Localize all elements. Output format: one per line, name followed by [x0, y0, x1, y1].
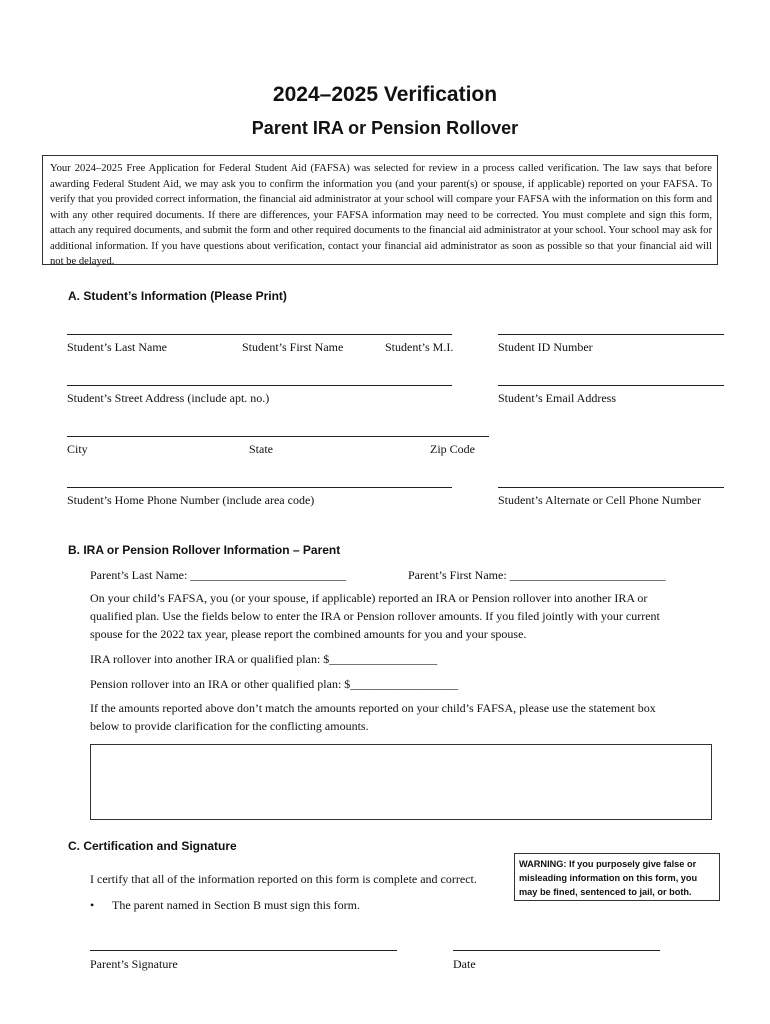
- clarification-line-2: below to provide clarification for the conflicting amounts.: [90, 719, 369, 733]
- ira-rollover-field[interactable]: IRA rollover into another IRA or qualified plan: $__________________: [90, 652, 438, 666]
- signature-line[interactable]: [90, 950, 397, 951]
- page-subtitle: Parent IRA or Pension Rollover: [251, 118, 519, 138]
- warning-box: WARNING: If you purposely give false or misleading information on this form, you may be fined, sentenced to jail, or both.: [514, 853, 720, 901]
- bullet-item: [90, 898, 360, 913]
- alt-phone-label: Student’s Alternate or Cell Phone Number: [498, 493, 701, 507]
- state-label: State: [249, 442, 273, 456]
- section-c-heading: C. Certification and Signature: [68, 839, 237, 853]
- rollover-instructions-line-2: qualified plan. Use the fields below to enter the IRA or Pension rollover amounts. If you filed jointly with your current: [90, 609, 660, 623]
- rollover-instructions: [90, 589, 730, 643]
- bullet-icon: •: [90, 898, 95, 912]
- section-b-heading: B. IRA or Pension Rollover Information – Parent: [68, 543, 341, 557]
- date-line[interactable]: [453, 950, 660, 951]
- date-label: Date: [453, 957, 476, 971]
- statement-box[interactable]: [90, 744, 712, 820]
- signature-label: Parent’s Signature: [90, 957, 178, 971]
- home-phone-line[interactable]: [67, 487, 452, 488]
- street-address-label: Student’s Street Address (include apt. no.): [67, 391, 270, 405]
- parent-last-name-field[interactable]: Parent’s Last Name: __________________________: [90, 568, 347, 582]
- pension-rollover-field[interactable]: Pension rollover into an IRA or other qualified plan: $__________________: [90, 677, 459, 691]
- student-name-line[interactable]: [67, 334, 452, 335]
- clarification-line-1: If the amounts reported above don’t match the amounts reported on your child’s FAFSA, please use the statement box: [90, 701, 656, 715]
- city-label: City: [67, 442, 88, 456]
- student-id-line[interactable]: [498, 334, 724, 335]
- student-mi-label: Student’s M.I.: [385, 340, 454, 354]
- rollover-instructions-line-3: spouse for the 2022 tax year, please report the combined amounts for you and your spouse.: [90, 627, 527, 641]
- alt-phone-line[interactable]: [498, 487, 724, 488]
- clarification-instructions: [90, 699, 730, 735]
- certification-statement: I certify that all of the information reported on this form is complete and correct.: [90, 872, 477, 886]
- city-state-zip-line[interactable]: [67, 436, 489, 437]
- home-phone-label: Student’s Home Phone Number (include area code): [67, 493, 315, 507]
- student-last-name-label: Student’s Last Name: [67, 340, 167, 354]
- email-label: Student’s Email Address: [498, 391, 616, 405]
- rollover-instructions-line-1: On your child’s FAFSA, you (or your spouse, if applicable) reported an IRA or Pension rollover into another IRA or: [90, 591, 648, 605]
- intro-box: Your 2024–2025 Free Application for Federal Student Aid (FAFSA) was selected for review in a process called verification. The law says that before awarding Federal Student Aid, we may ask you to confirm the information you (and your parent(s) or spouse, if applicable) reported on your FAFSA. To verify that you provided correct information, the financial aid administrator at your school will compare your FAFSA with the information on this form and with any other required documents. If there are differences, your FAFSA information may need to be corrected. You must complete and sign this form, attach any required documents, and submit the form and other required documents to the financial aid administrator at your school. Your school may ask for additional information. If you have questions about verification, contact your financial aid administrator as soon as possible so that your financial aid will not be delayed.: [42, 155, 718, 265]
- email-line[interactable]: [498, 385, 724, 386]
- section-a-heading: A. Student’s Information (Please Print): [68, 289, 287, 303]
- bullet-text: The parent named in Section B must sign this form.: [112, 898, 360, 912]
- student-first-name-label: Student’s First Name: [242, 340, 344, 354]
- zip-label: Zip Code: [430, 442, 475, 456]
- parent-first-name-field[interactable]: Parent’s First Name: __________________________: [408, 568, 666, 582]
- student-id-label: Student ID Number: [498, 340, 593, 354]
- page-title: 2024–2025 Verification: [272, 83, 498, 106]
- street-address-line[interactable]: [67, 385, 452, 386]
